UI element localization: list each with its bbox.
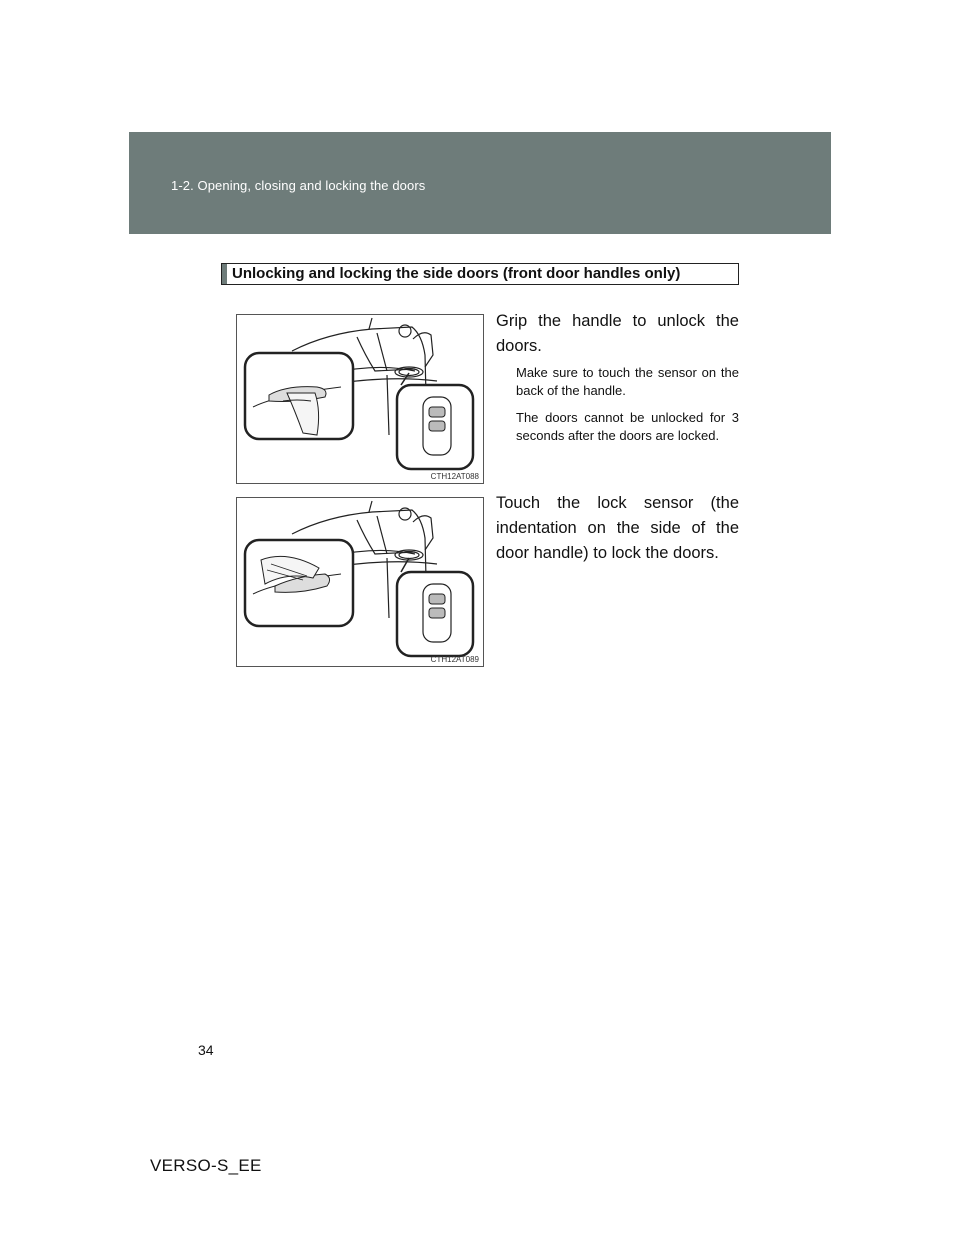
section-title-accent — [222, 264, 227, 284]
page-number: 34 — [198, 1042, 214, 1058]
header-section-title: 1-2. Opening, closing and locking the doors — [171, 178, 426, 193]
handle-closeup — [245, 353, 353, 439]
note-touch-sensor: Make sure to touch the sensor on the back of the handle. — [516, 365, 739, 398]
step-lock-text: Touch the lock sensor (the indentation on the side of the door handle) to lock the doors. — [496, 494, 739, 562]
car-door-handle-grip-illustration — [237, 315, 483, 483]
figure-code: CTH12AT089 — [430, 655, 479, 664]
page-header — [129, 132, 831, 234]
footer-model-code: VERSO-S_EE — [150, 1156, 262, 1175]
car-door-lock-sensor-touch-illustration — [237, 498, 483, 666]
note-unlock-delay: The doors cannot be unlocked for 3 seconds after the doors are locked. — [516, 410, 739, 443]
figure-unlock — [236, 314, 484, 484]
handle-touch-closeup — [245, 540, 353, 626]
step-unlock-text: Grip the handle to unlock the doors. — [496, 312, 739, 355]
smart-key-icon — [397, 385, 473, 469]
figure-lock — [236, 497, 484, 667]
figure-code: CTH12AT088 — [430, 472, 479, 481]
section-title-box — [221, 263, 739, 285]
section-title: Unlocking and locking the side doors (front door handles only) — [232, 265, 681, 282]
smart-key-icon — [397, 572, 473, 656]
